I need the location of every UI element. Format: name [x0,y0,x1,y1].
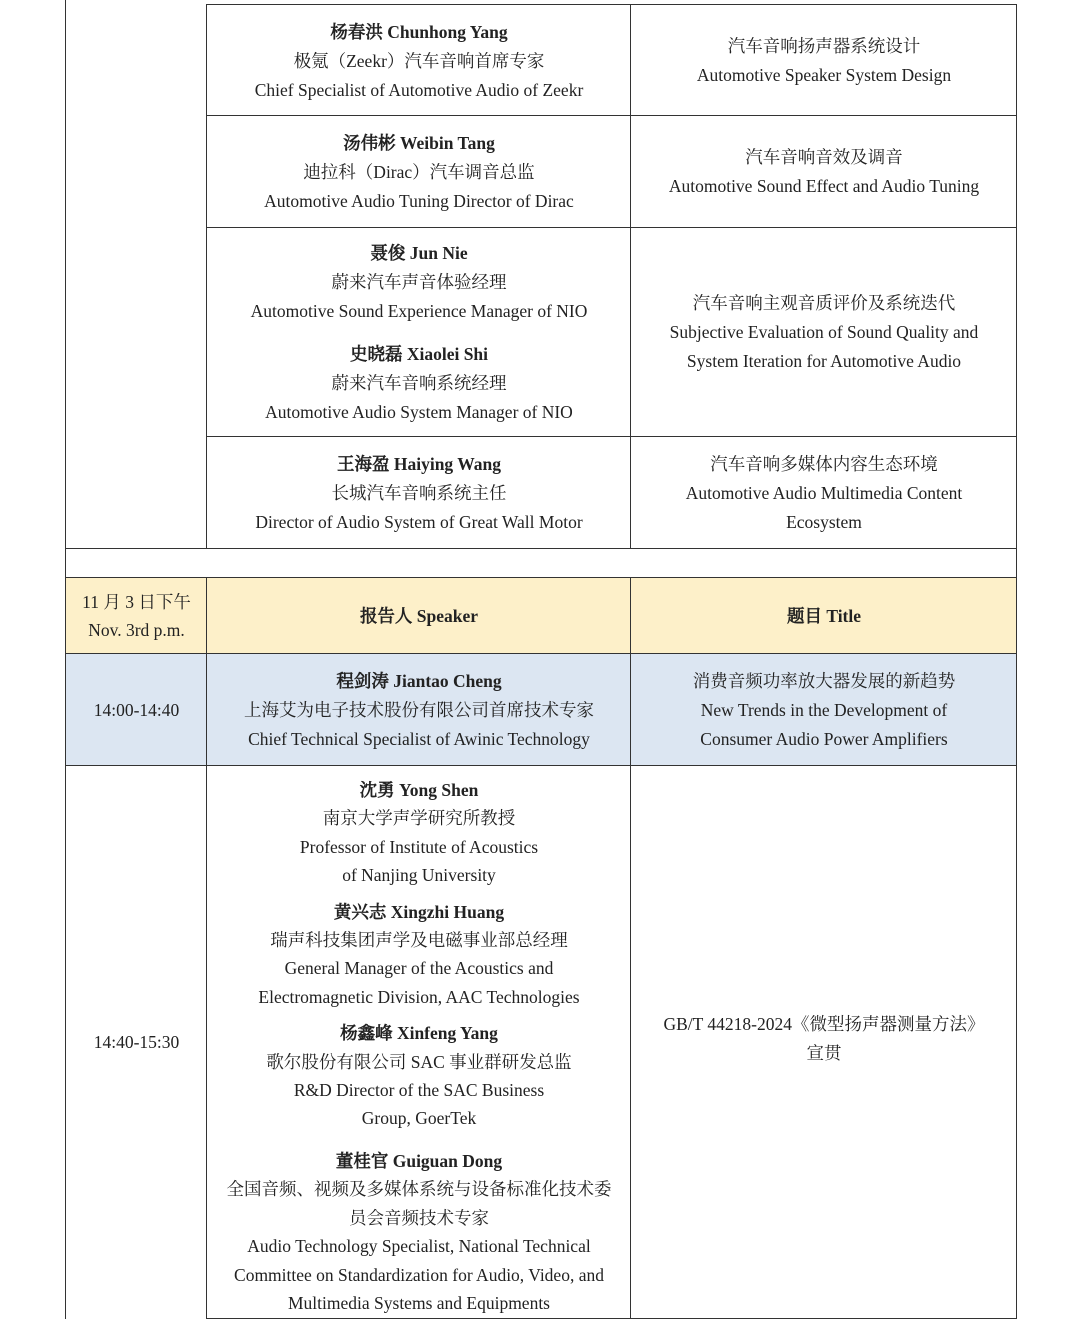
talk-title-cn: 宣贯 [806,1042,842,1063]
speaker-cell [207,766,631,1319]
grid-line [630,4,631,549]
speaker-name: 杨鑫峰 Xinfeng Yang [340,1023,498,1044]
grid-line [65,548,1017,549]
speaker-header-cell [207,578,631,654]
grid-line [206,4,1017,5]
talk-title-en: New Trends in the Development of [700,699,948,720]
speaker-affiliation-cn: 全国音频、视频及多媒体系统与设备标准化技术委 [226,1179,612,1200]
session-header-cell [66,578,207,654]
speaker-affiliation-cn: 长城汽车音响系统主任 [331,482,507,503]
grid-line [630,578,631,1319]
speaker-affiliation-cn: 南京大学声学研究所教授 [322,808,516,829]
time-cell [66,766,207,1319]
speaker-name: 程剑涛 Jiantao Cheng [336,670,502,691]
grid-line [65,765,1017,766]
title-cell [631,766,1017,1319]
speaker-name: 黄兴志 Xingzhi Huang [333,901,505,922]
title-cell [631,6,1017,116]
speaker-affiliation-cn: 蔚来汽车声音体验经理 [331,271,507,292]
speaker-cell [207,116,631,228]
talk-title-en: Consumer Audio Power Amplifiers [700,728,948,749]
speaker-affiliation-en: Group, GoerTek [361,1108,477,1129]
speaker-affiliation-cn: 极氪（Zeekr）汽车音响首席专家 [293,50,545,71]
time-slot: 14:40-15:30 [93,1032,180,1052]
grid-line [1016,4,1017,1319]
speaker-name: 王海盈 Haiying Wang [336,453,502,474]
talk-title-en: Ecosystem [786,511,862,532]
title-header: 题目 Title [786,605,862,626]
speaker-affiliation-en: General Manager of the Acoustics and [284,958,554,979]
time-slot: 14:00-14:40 [93,699,180,720]
speaker-affiliation-en: Automotive Audio System Manager of NIO [265,401,573,422]
speaker-name: 汤伟彬 Weibin Tang [343,132,495,153]
speaker-affiliation-en: Professor of Institute of Acoustics [299,836,539,857]
speaker-name: 杨春洪 Chunhong Yang [330,21,508,42]
speaker-name: 聂俊 Jun Nie [370,242,468,263]
title-header-cell [631,578,1017,654]
time-cell [66,654,207,766]
speaker-affiliation-en: of Nanjing University [342,865,496,886]
speaker-affiliation-en: Automotive Audio Tuning Director of Dirac [264,190,574,211]
speaker-affiliation-cn: 歌尔股份有限公司 SAC 事业群研发总监 [266,1051,572,1072]
grid-line [206,1318,1017,1319]
talk-title-cn: 汽车音响扬声器系统设计 [727,36,921,56]
speaker-affiliation-en: Chief Technical Specialist of Awinic Technology [248,728,590,749]
grid-line [65,577,1017,578]
speaker-affiliation-en: Committee on Standardization for Audio, Video, and [234,1264,604,1285]
speaker-affiliation-cn: 蔚来汽车音响系统经理 [331,372,507,393]
session-date-cn: 11 月 3 日下午 [82,592,191,612]
grid-line [206,4,207,549]
talk-title-cn: 汽车音响音效及调音 [745,147,903,167]
speaker-cell [207,228,631,437]
talk-title-en: Subjective Evaluation of Sound Quality and [669,322,979,342]
talk-title-cn: 汽车音响多媒体内容生态环境 [710,453,938,474]
talk-title-en: Automotive Audio Multimedia Content [685,482,963,503]
grid-line [206,578,207,1319]
speaker-affiliation-en: Multimedia Systems and Equipments [288,1292,550,1313]
speaker-affiliation-en: R&D Director of the SAC Business [293,1080,545,1101]
speaker-affiliation-en: Audio Technology Specialist, National Technical [247,1236,591,1257]
title-cell [631,228,1017,437]
grid-line [206,115,1017,116]
speaker-affiliation-cn: 员会音频技术专家 [349,1207,489,1228]
speaker-header: 报告人 Speaker [359,605,479,626]
grid-line [206,436,1017,437]
talk-title-en: Automotive Sound Effect and Audio Tuning [668,176,980,196]
speaker-affiliation-cn: 迪拉科（Dirac）汽车调音总监 [303,161,535,182]
speaker-cell [207,437,631,549]
talk-title-en: Automotive Speaker System Design [696,65,952,85]
speaker-affiliation-cn: 瑞声科技集团声学及电磁事业部总经理 [270,930,568,951]
speaker-affiliation-cn: 上海艾为电子技术股份有限公司首席技术专家 [244,699,594,720]
title-cell [631,116,1017,228]
title-cell [631,654,1017,766]
grid-line [65,0,66,1319]
speaker-affiliation-en: Chief Specialist of Automotive Audio of Zeekr [254,79,584,100]
grid-line [65,653,1017,654]
speaker-affiliation-en: Electromagnetic Division, AAC Technologies [258,986,580,1007]
speaker-cell [207,654,631,766]
speaker-cell [207,6,631,116]
speaker-name: 史晓磊 Xiaolei Shi [349,343,489,364]
talk-title-cn: 消费音频功率放大器发展的新趋势 [692,670,956,691]
speaker-affiliation-en: Director of Audio System of Great Wall Motor [255,511,583,532]
talk-title-cn: GB/T 44218-2024《微型扬声器测量方法》 [663,1013,985,1034]
speaker-name: 董桂官 Guiguan Dong [335,1150,503,1171]
session-date-en: Nov. 3rd p.m. [88,620,185,640]
speaker-name: 沈勇 Yong Shen [359,780,479,800]
speaker-affiliation-en: Automotive Sound Experience Manager of NIO [250,300,588,321]
title-cell [631,437,1017,549]
talk-title-en: System Iteration for Automotive Audio [686,351,962,371]
grid-line [206,227,1017,228]
talk-title-cn: 汽车音响主观音质评价及系统迭代 [692,293,956,313]
